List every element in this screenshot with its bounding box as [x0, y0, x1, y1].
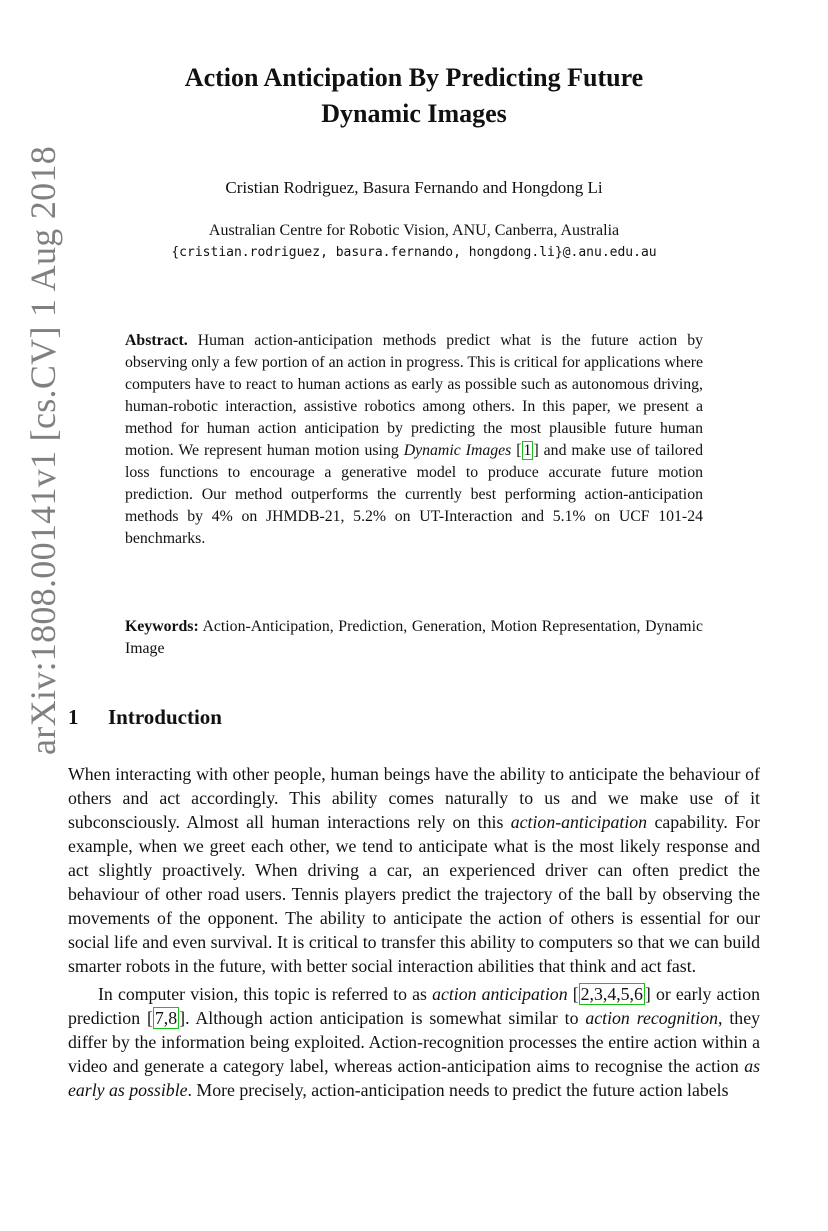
arxiv-identifier: arXiv:1808.00141v1 [cs.CV] 1 Aug 2018 — [23, 145, 63, 755]
italic-term: action recognition — [585, 1008, 719, 1028]
paragraph — [68, 762, 760, 978]
keywords — [125, 616, 703, 660]
abstract-label: Abstract. — [125, 332, 188, 349]
keywords-label: Keywords: — [125, 618, 199, 635]
author-emails: {cristian.rodriguez, basura.fernando, hongdong.li}@.anu.edu.au — [171, 245, 657, 260]
affiliation: Australian Centre for Robotic Vision, ANU, Canberra, Australia — [208, 222, 620, 239]
abstract-text-2: and make use of tailored loss functions to encourage a generative model to produce accurate future motion prediction. Our method outperforms the currently best performing action-anticipation methods by 4% on JHMDB-21, 5.2% on UT-Interaction and 5.1% on UCF 101-24 benchmarks. — [125, 442, 703, 547]
paragraph-text: or early action prediction — [68, 984, 761, 1028]
italic-term: as early as possible — [68, 1056, 760, 1100]
paragraph-text: In computer vision, this topic is referred to as — [98, 984, 433, 1004]
affiliation-block — [80, 220, 748, 264]
title-line-2: Dynamic Images — [321, 99, 507, 128]
paragraph-text: . More precisely, action-anticipation needs to predict the future action labels — [187, 1080, 729, 1100]
citation-link[interactable]: 1 — [523, 442, 532, 459]
citation-link[interactable]: 7,8 — [154, 1008, 178, 1028]
author-list: Cristian Rodriguez, Basura Fernando and Hongdong Li — [225, 178, 603, 197]
title-line-1: Action Anticipation By Predicting Future — [184, 63, 644, 92]
italic-term: action-anticipation — [510, 812, 648, 832]
paragraph-text: , they differ by the information being exploited. Action-recognition processes the entire action within a video and generate a category label, whereas action-anticipation aims to recognise the action — [68, 1008, 760, 1076]
keywords-text: Action-Anticipation, Prediction, Generation, Motion Representation, Dynamic Image — [125, 618, 703, 657]
section-number: 1 — [68, 705, 79, 729]
abstract-text-1: Human action-anticipation methods predict what is the future action by observing only a few portion of an action in progress. This is critical for applications where computers have to react to human actions as early as possible such as autonomous driving, human-robotic interaction, assistive robotics among others. In this paper, we present a method for human action anticipation by predicting the most plausible future human motion. We represent human motion using — [125, 332, 703, 459]
paragraph: In computer vision, this topic is referred to as action anticipation [ 2,3,4,5,6 ] or early action prediction [ 7,8 ]. Although action anticipation is somewhat similar to action recognition, they differ by the information being exploited. Action-recognition processes the entire action within a video and generate a category label, whereas action-anticipation aims to recognise the action as early as possible. More precisely, action-anticipation needs to predict the future action labels — [68, 984, 761, 1100]
section-heading — [68, 705, 222, 730]
abstract-italic-term: Dynamic Images — [403, 442, 512, 459]
abstract: Abstract. Human action-anticipation methods predict what is the future action by observing only a few portion of an action in progress. This is critical for applications where computers have to react to human actions as early as possible such as autonomous driving, human-robotic interaction, assistive robotics among others. In this paper, we present a method for human action anticipation by predicting the most plausible future human motion. We represent human motion using Dynamic Images [ 1 ] and make use of tailored loss functions to encourage a generative model to produce accurate future motion prediction. Our method outperforms the currently best performing action-anticipation methods by 4% on JHMDB-21, 5.2% on UT-Interaction and 5.1% on UCF 101-24 benchmarks. — [125, 332, 703, 547]
paragraph-text: . Although action anticipation is somewhat similar to — [185, 1008, 586, 1028]
italic-term: action anticipation — [432, 984, 568, 1004]
paragraph-text: When interacting with other people, human beings have the ability to anticipate the behaviour of others and act accordingly. This ability comes naturally to us and we make use of it subconsciously. Almost all human interactions rely on this — [68, 764, 760, 832]
citation-link[interactable]: 2,3,4,5,6 — [580, 984, 643, 1004]
body-text — [68, 762, 760, 1102]
paragraph-text: capability. For example, when we greet each other, we tend to anticipate what is the most likely response and act slightly proactively. When driving a car, an experienced driver can often predict the behaviour of other road users. Tennis players predict the trajectory of the ball by observing the movements of the opponent. The ability to anticipate the action of others is essential for our social life and even survival. It is critical to transfer this ability to computers so that we can build smarter robots in the future, with better social interaction abilities that think and act fast. — [68, 812, 760, 976]
section-title: Introduction — [108, 705, 222, 729]
paper-title — [100, 60, 728, 132]
